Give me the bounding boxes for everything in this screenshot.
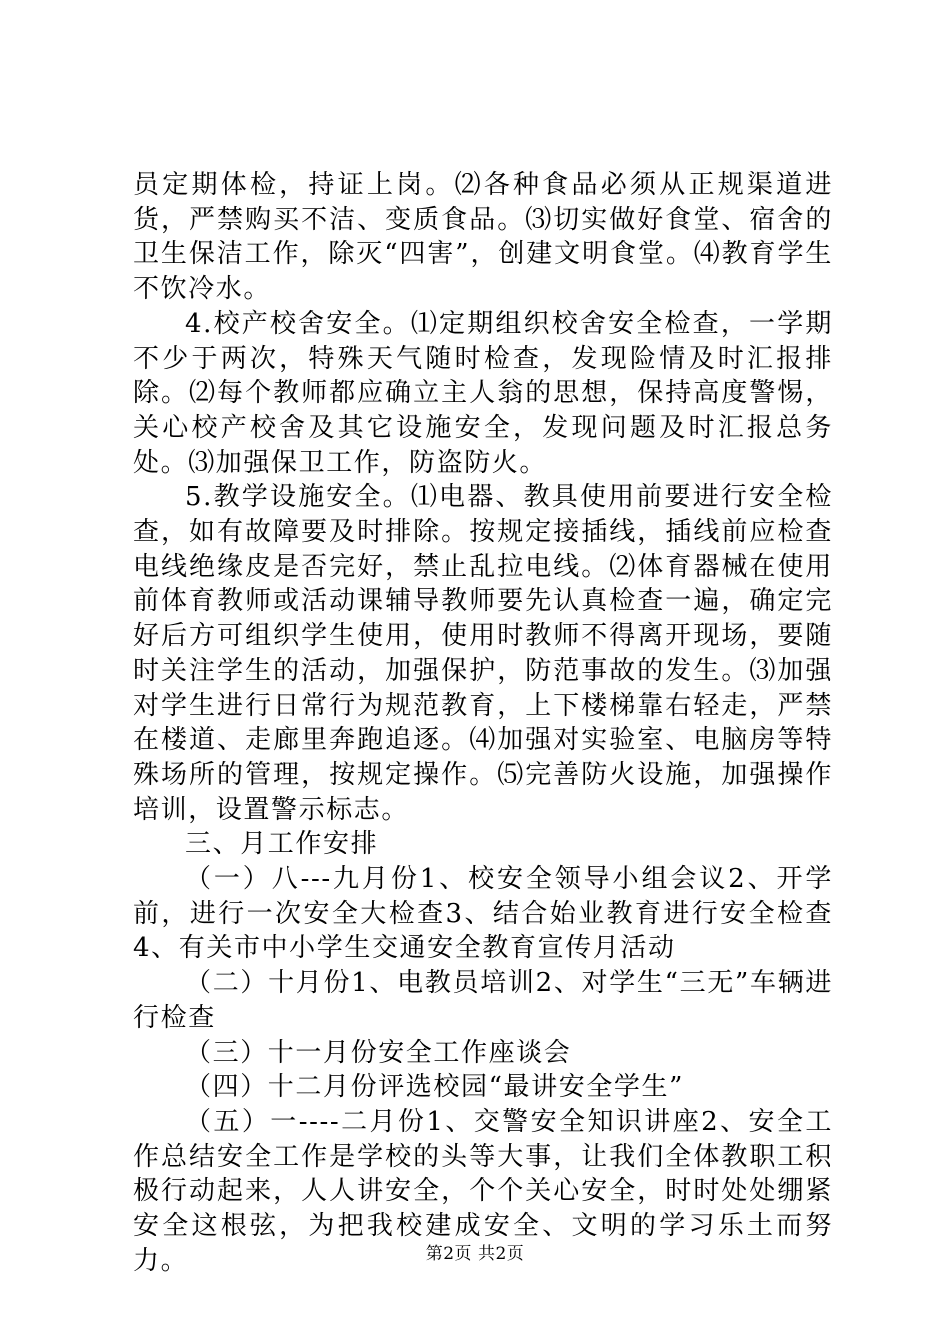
paragraph-campus-building-safety: 4.校产校舍安全。⑴定期组织校舍安全检查，一学期不少于两次，特殊天气随时检查，发现险情及时汇报排除。⑵每个教师都应确立主人翁的思想，保持高度警惕，关心校产校舍及其它设施安全，发现问题及时汇报总务处。⑶加强保卫工作，防盗防火。: [133, 308, 833, 478]
paragraph-food-safety-continued: 员定期体检，持证上岗。⑵各种食品必须从正规渠道进货，严禁购买不洁、变质食品。⑶切实做好食堂、宿舍的卫生保洁工作，除灭“四害”，创建文明食堂。⑷教育学生不饮冷水。: [133, 170, 833, 305]
paragraph-aug-sep-schedule: （一）八---九月份1、校安全领导小组会议2、开学前，进行一次安全大检查3、结合始业教育进行安全检查4、有关市中小学生交通安全教育宣传月活动: [133, 864, 833, 964]
paragraph-teaching-facility-safety: 5.教学设施安全。⑴电器、教具使用前要进行安全检查，如有故障要及时排除。按规定接插线，插线前应检查电线绝缘皮是否完好，禁止乱拉电线。⑵体育器械在使用前体育教师或活动课辅导教师要先认真检查一遍，确定完好后方可组织学生使用，使用时教师不得离开现场，要随时关注学生的活动，加强保护，防范事故的发生。⑶加强对学生进行日常行为规范教育，上下楼梯靠右轻走，严禁在楼道、走廊里奔跑追逐。⑷加强对实验室、电脑房等特殊场所的管理，按规定操作。⑸完善防火设施，加强操作培训，设置警示标志。: [133, 482, 833, 825]
document-body: [133, 168, 833, 1279]
paragraph-nov-schedule: （三）十一月份安全工作座谈会: [185, 1037, 572, 1068]
paragraph-jan-feb-schedule: （五）一----二月份1、交警安全知识讲座2、安全工作总结安全工作是学校的头等大事，让我们全体教职工积极行动起来，人人讲安全，个个关心安全，时时处处绷紧安全这根弦，为把我校建成安全、文明的学习乐土而努力。: [133, 1106, 833, 1276]
paragraph-dec-schedule: （四）十二月份评选校园“最讲安全学生”: [185, 1072, 684, 1103]
paragraph-oct-schedule: （二）十月份1、电教员培训2、对学生“三无”车辆进行检查: [133, 968, 833, 1033]
page-number-footer: 第2页 共2页: [425, 1244, 525, 1264]
section-heading-monthly-schedule: 三、月工作安排: [185, 829, 379, 860]
